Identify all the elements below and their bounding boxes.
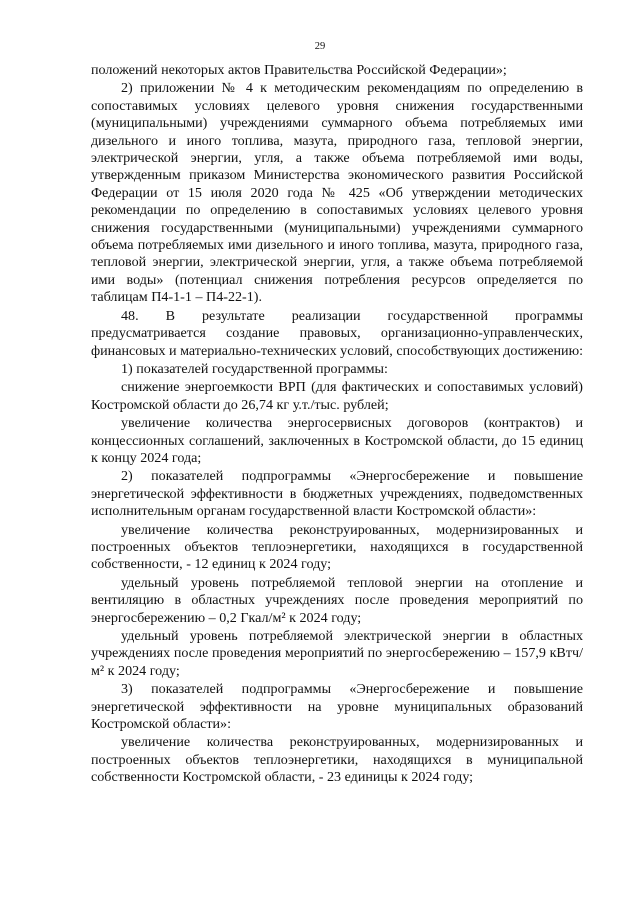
document-body bbox=[91, 62, 583, 788]
paragraph: 2) показателей подпрограммы «Энергосбережение и повышение энергетической эффективности в бюджетных учреждениях, подведомственных исполнительным органам государственной власти Костромской области»: bbox=[91, 468, 583, 520]
paragraph: увеличение количества энергосервисных договоров (контрактов) и концессионных соглашений, заключенных в Костромской области, до 15 единиц к концу 2024 года; bbox=[91, 415, 583, 466]
paragraph: 48. В результате реализации государственной программы предусматривается создание правовых, организационно-управленческих, финансовых и материально-технических условий, способствующих достижению: bbox=[91, 307, 584, 359]
paragraph: положений некоторых актов Правительства Российской Федерации»; bbox=[91, 62, 507, 78]
paragraph: 1) показателей государственной программы: bbox=[121, 360, 388, 377]
paragraph: удельный уровень потребляемой электрической энергии в областных учреждениях после проведения мероприятий по энергосбережению – 157,9 кВтч/м² к 2024 году; bbox=[91, 628, 583, 679]
paragraph: удельный уровень потребляемой тепловой энергии на отопление и вентиляцию в областных учреждениях после проведения мероприятий по энергосбережению – 0,2 Гкал/м² к 2024 году; bbox=[91, 574, 583, 626]
paragraph: увеличение количества реконструированных, модернизированных и построенных объектов теплоэнергетики, находящихся в муниципальной собственности Костромской области, - 23 единицы к 2024 году; bbox=[91, 734, 583, 786]
page-number: 29 bbox=[314, 41, 326, 52]
paragraph: 2) приложении № 4 к методическим рекомендациям по определению в сопоставимых условиях целевого уровня снижения государственными (муниципальными) учреждениями суммарного объема потребляемых ими дизельного и иного топлива, мазута, природного газа, тепловой энергии, электрической энергии, угля, а также объема потребляемой ими воды, утвержденным приказом Министерства экономического развития Российской Федерации от 15 июля 2020 года № 425 «Об утверждении методических рекомендации по определению в сопоставимых условиях целевого уровня снижения государственными (муниципальными) учреждениями суммарного объема потребляемых ими дизельного и иного топлива, мазута, природного газа, тепловой энергии, электрической энергии, угля, а также объема потребляемой ими воды» (потенциал снижения потребления ресурсов определяется по таблицам П4-1-1 – П4-22-1). bbox=[91, 80, 583, 306]
paragraph: снижение энергоемкости ВРП (для фактических и сопоставимых условий) Костромской области до 26,74 кг у.т./тыс. рублей; bbox=[91, 379, 583, 413]
paragraph: 3) показателей подпрограммы «Энергосбережение и повышение энергетической эффективности на уровне муниципальных образований Костромской области»: bbox=[91, 681, 583, 733]
paragraph: увеличение количества реконструированных, модернизированных и построенных объектов теплоэнергетики, находящихся в государственной собственности, - 12 единиц к 2024 году; bbox=[91, 521, 583, 573]
